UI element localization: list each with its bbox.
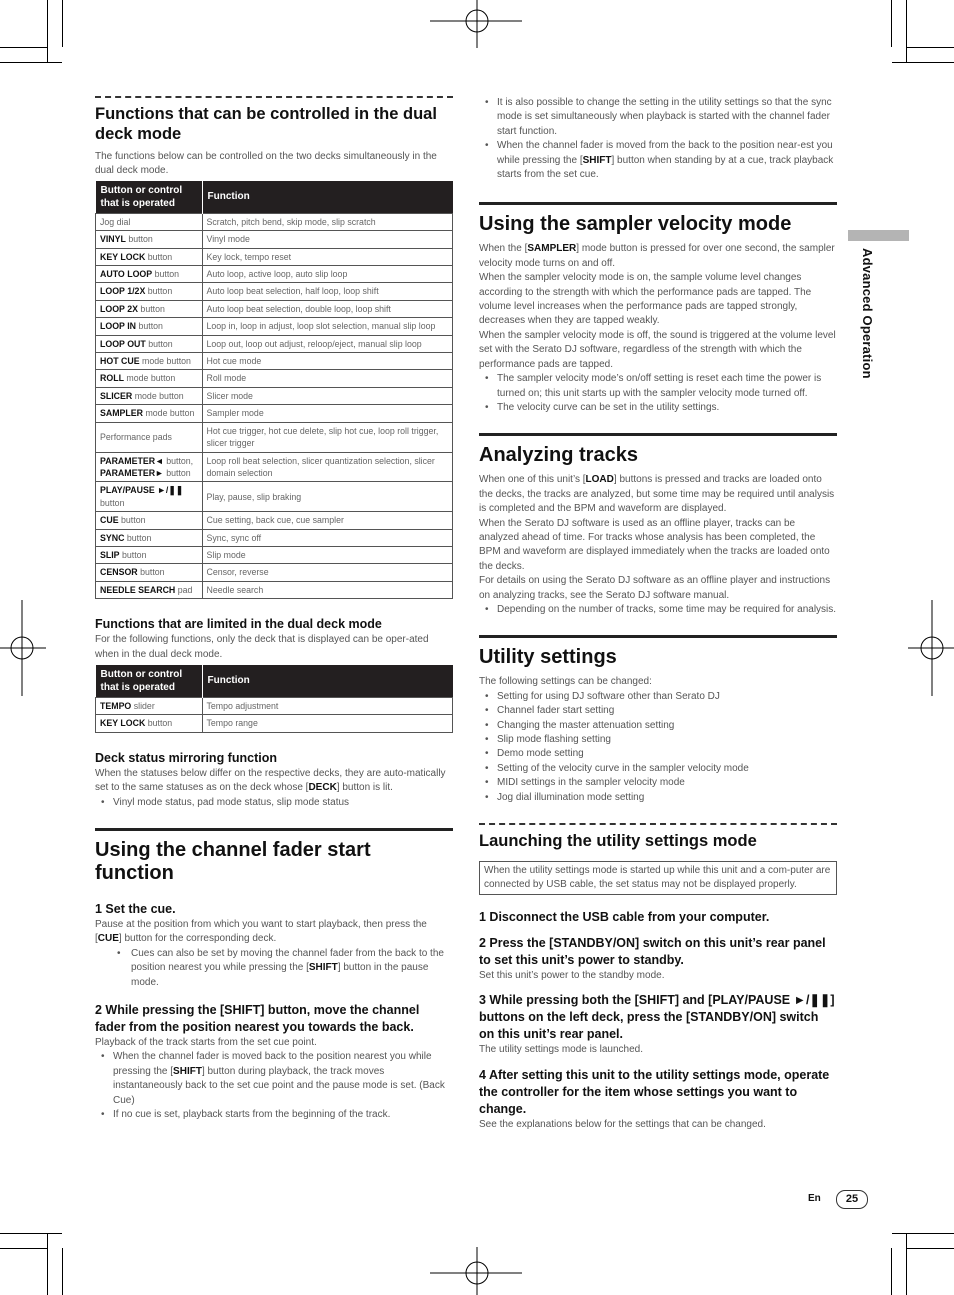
control-cell: PLAY/PAUSE ►/❚❚ button (96, 482, 203, 512)
table-row (96, 581, 453, 598)
right-column (479, 96, 837, 1132)
launch-step-2-text: Set this unit’s power to the standby mode. (479, 970, 665, 982)
section-divider (95, 96, 453, 98)
chapter-tab-bar (848, 230, 909, 241)
utility-list (479, 690, 837, 805)
control-cell: NEEDLE SEARCH pad (96, 581, 203, 598)
list-item: • Setting of the velocity curve in the sampler velocity mode (479, 762, 837, 776)
function-cell: Auto loop, active loop, auto slip loop (202, 266, 453, 283)
function-cell: Vinyl mode (202, 231, 453, 248)
section-divider (479, 433, 837, 436)
function-cell: Sync, sync off (202, 529, 453, 546)
control-cell: ROLL mode button (96, 370, 203, 387)
chapter-label: Advanced Operation (860, 248, 875, 379)
section-title-limited: Functions that are limited in the dual deck mode (95, 617, 382, 632)
control-cell: SYNC button (96, 529, 203, 546)
section-title-channel-fader: Using the channel fader start function (95, 839, 371, 884)
analyze-text-3: For details on using the Serato DJ software as an offline player and instructions on analyzing tracks, see the Serato DJ software manual. (479, 575, 831, 601)
launch-step-4-text: See the explanations below for the settings that can be changed. (479, 1118, 766, 1130)
control-cell: Jog dial (96, 213, 203, 230)
launch-step-1: 1 Disconnect the USB cable from your computer. (479, 910, 770, 925)
table-row (96, 422, 453, 452)
section-intro: The functions below can be controlled on the two decks simultaneously in the dual deck mode. (95, 151, 437, 177)
table-header-control: Button or control that is operated (96, 665, 203, 698)
section-divider (479, 823, 837, 825)
table-header-control: Button or control that is operated (96, 181, 203, 214)
step-2-list (95, 1050, 453, 1122)
control-cell: SAMPLER mode button (96, 405, 203, 422)
function-cell: Key lock, tempo reset (202, 248, 453, 265)
table-row (96, 231, 453, 248)
function-cell: Needle search (202, 581, 453, 598)
function-cell: Auto loop beat selection, double loop, loop shift (202, 300, 453, 317)
list-item: • It is also possible to change the setting in the utility settings so that the sync mode is set simultaneously when playback is started with the channel fader start function. (479, 96, 837, 139)
section-title-analyzing: Analyzing tracks (479, 444, 638, 467)
control-cell: CUE button (96, 512, 203, 529)
launch-step-4: 4 After setting this unit to the utility settings mode, operate the controller for the item whose settings you want to change. (479, 1067, 830, 1116)
table-row (96, 546, 453, 563)
registration-mark-bottom (430, 1247, 522, 1295)
function-cell: Slicer mode (202, 387, 453, 404)
section-title-launching: Launching the utility settings mode (479, 832, 757, 851)
limited-functions-table (95, 665, 453, 733)
table-row (96, 564, 453, 581)
step-1-text: Pause at the position from which you want to start playback, then press the [CUE] button for the corresponding deck. (95, 919, 427, 945)
analyze-list (479, 603, 837, 617)
sampler-text-2: When the sampler velocity mode is on, the sample volume level changes according to the strength with which the performance pads are tapped. The volume level increases when the performance pads are tapped strongly, decreases when they are tapped weakly. (479, 272, 812, 327)
step-1: 1 Set the cue. (95, 902, 176, 916)
table-row (96, 266, 453, 283)
control-cell: LOOP 2X button (96, 300, 203, 317)
launch-step-2: 2 Press the [STANDBY/ON] switch on this unit’s rear panel to set this unit’s power to standby. (479, 936, 826, 968)
utility-intro: The following settings can be changed: (479, 676, 652, 688)
step-1-list (95, 947, 453, 990)
control-cell: AUTO LOOP button (96, 266, 203, 283)
table-row (96, 405, 453, 422)
list-item: • Cues can also be set by moving the channel fader from the back to the position nearest you while pressing the [SHIFT] button in the pause mode. (95, 947, 453, 990)
function-cell: Play, pause, slip braking (202, 482, 453, 512)
function-cell: Scratch, pitch bend, skip mode, slip scratch (202, 213, 453, 230)
control-cell: HOT CUE mode button (96, 353, 203, 370)
control-cell: KEY LOCK button (96, 715, 203, 732)
dual-deck-functions-table (95, 181, 453, 599)
function-cell: Loop out, loop out adjust, reloop/eject, manual slip loop (202, 335, 453, 352)
table-row (96, 248, 453, 265)
list-item: • Changing the master attenuation setting (479, 719, 837, 733)
list-item: • When the channel fader is moved back to the position nearest you while pressing the [SHIFT] button during playback, the track moves instantaneously back to the set cue point and the pause mode is set. (Back Cue) (95, 1050, 453, 1108)
list-item: • Jog dial illumination mode setting (479, 791, 837, 805)
table-row (96, 370, 453, 387)
control-cell: SLIP button (96, 546, 203, 563)
analyze-text-2: When the Serato DJ software is used as an offline player, tracks can be analyzed ahead of time. For tracks whose analysis has been completed, the BPM and waveform are displayed immediately when the tracks are loaded onto the decks. (479, 517, 830, 572)
table-row (96, 697, 453, 714)
analyze-text-1: When one of this unit’s [LOAD] buttons is pressed and tracks are loaded onto the decks, the tracks are analyzed, but some time may be required until analysis is completed and the BPM and waveform are displayed. (479, 474, 835, 515)
list-item: • If no cue is set, playback starts from the beginning of the track. (95, 1108, 453, 1122)
function-cell: Roll mode (202, 370, 453, 387)
list-item: • MIDI settings in the sampler velocity mode (479, 776, 837, 790)
control-cell: PARAMETER◄ button, PARAMETER► button (96, 452, 203, 482)
control-cell: CENSOR button (96, 564, 203, 581)
step-2-text: Playback of the track starts from the set cue point. (95, 1037, 317, 1049)
table-header-function: Function (202, 665, 453, 698)
fader-notes-list (479, 96, 837, 182)
section-intro-limited: For the following functions, only the deck that is displayed can be oper-ated when in the dual deck mode. (95, 634, 429, 660)
table-row (96, 318, 453, 335)
mirroring-text: When the statuses below differ on the respective decks, they are auto-matically set to the same statuses as on the deck whose [DECK] button is lit. (95, 767, 446, 794)
section-title-mirroring: Deck status mirroring function (95, 750, 277, 765)
function-cell: Tempo range (202, 715, 453, 732)
table-row (96, 283, 453, 300)
function-cell: Loop in, loop in adjust, loop slot selection, manual slip loop (202, 318, 453, 335)
function-cell: Censor, reverse (202, 564, 453, 581)
section-title-utility: Utility settings (479, 646, 617, 669)
function-cell: Auto loop beat selection, half loop, loop shift (202, 283, 453, 300)
function-cell: Sampler mode (202, 405, 453, 422)
function-cell: Tempo adjustment (202, 697, 453, 714)
list-item: • Demo mode setting (479, 747, 837, 761)
function-cell: Cue setting, back cue, cue sampler (202, 512, 453, 529)
section-divider (479, 202, 837, 205)
sampler-text-3: When the sampler velocity mode is off, the sound is triggered at the volume level set with the Serato DJ software, regardless of the strength with which the performance pads are tapped. (479, 329, 836, 370)
registration-mark-right (908, 600, 954, 696)
control-cell: LOOP IN button (96, 318, 203, 335)
list-item: • Channel fader start setting (479, 704, 837, 718)
left-column (95, 96, 453, 1122)
table-row (96, 529, 453, 546)
function-cell: Hot cue mode (202, 353, 453, 370)
function-cell: Slip mode (202, 546, 453, 563)
table-row (96, 387, 453, 404)
table-row (96, 335, 453, 352)
sampler-text-1: When the [SAMPLER] mode button is pressed for over one second, the sampler velocity mode turns on and off. (479, 243, 835, 269)
function-cell: Loop roll beat selection, slicer quantization selection, slicer domain selection (202, 452, 453, 482)
table-row (96, 452, 453, 482)
page-number: 25 (836, 1190, 868, 1209)
table-row (96, 482, 453, 512)
control-cell: Performance pads (96, 422, 203, 452)
list-item: • The velocity curve can be set in the utility settings. (479, 401, 837, 415)
list-item: • Slip mode flashing setting (479, 733, 837, 747)
note-box: When the utility settings mode is started up while this unit and a com-puter are connected by USB cable, the set status may not be displayed properly. (479, 861, 837, 895)
table-row (96, 512, 453, 529)
table-row (96, 213, 453, 230)
section-title-sampler-velocity: Using the sampler velocity mode (479, 213, 792, 236)
list-item: • Vinyl mode status, pad mode status, slip mode status (95, 796, 453, 810)
step-2: 2 While pressing the [SHIFT] button, move the channel fader from the position nearest you towards the back. (95, 1003, 420, 1035)
control-cell: SLICER mode button (96, 387, 203, 404)
list-item: • When the channel fader is moved from the back to the position near-est you while pressing the [SHIFT] button when standing by at a cue, track playback starts from the set cue. (479, 139, 837, 182)
section-title-dual-deck: Functions that can be controlled in the dual deck mode (95, 105, 437, 143)
table-row (96, 300, 453, 317)
control-cell: LOOP 1/2X button (96, 283, 203, 300)
control-cell: LOOP OUT button (96, 335, 203, 352)
registration-mark-left (0, 600, 46, 696)
list-item: • Setting for using DJ software other than Serato DJ (479, 690, 837, 704)
control-cell: VINYL button (96, 231, 203, 248)
list-item: • The sampler velocity mode’s on/off setting is reset each time the power is turned on; this unit starts up with the sampler velocity mode turned off. (479, 372, 837, 401)
control-cell: TEMPO slider (96, 697, 203, 714)
launch-step-3: 3 While pressing both the [SHIFT] and [PLAY/PAUSE ►/❚❚] buttons on the left deck, press the [STANDBY/ON] switch on this unit’s rear panel. (479, 993, 835, 1042)
mirroring-list (95, 796, 453, 810)
table-row (96, 715, 453, 732)
launch-step-3-text: The utility settings mode is launched. (479, 1044, 643, 1056)
table-row (96, 353, 453, 370)
registration-mark-top (430, 0, 522, 48)
table-header-function: Function (202, 181, 453, 214)
sampler-list (479, 372, 837, 415)
list-item: • Depending on the number of tracks, some time may be required for analysis. (479, 603, 837, 617)
section-divider (95, 828, 453, 831)
language-label: En (808, 1193, 821, 1204)
control-cell: KEY LOCK button (96, 248, 203, 265)
function-cell: Hot cue trigger, hot cue delete, slip hot cue, loop roll trigger, slicer trigger (202, 422, 453, 452)
section-divider (479, 635, 837, 638)
